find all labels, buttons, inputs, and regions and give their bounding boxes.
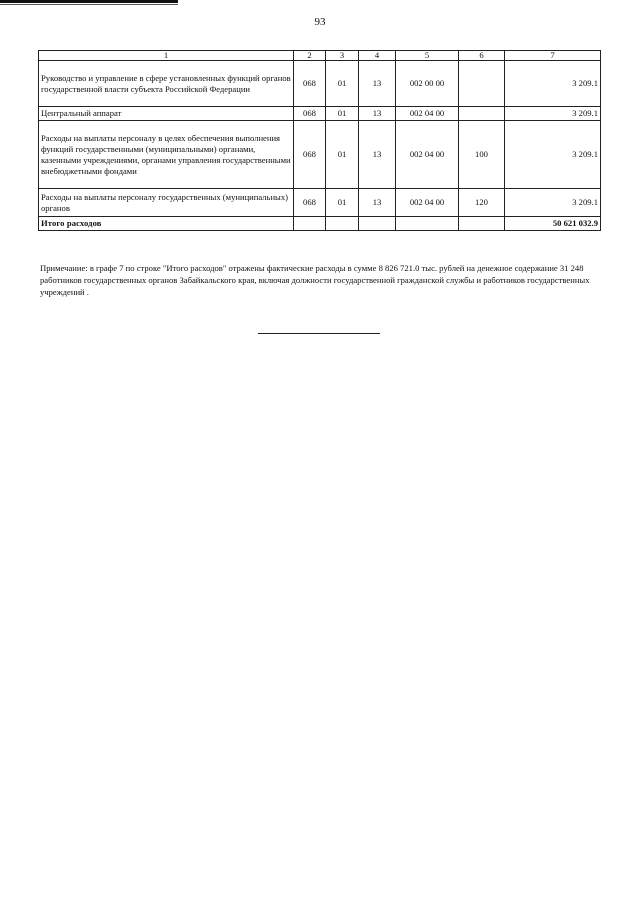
cell-ministry-code: 068 [294, 121, 326, 189]
cell-expense-type: 120 [459, 189, 505, 217]
end-separator-line [258, 333, 380, 334]
row-name: Руководство и управление в сфере установленных функций органов государственной власти субъекта Российской Федерации [39, 61, 294, 107]
cell-section: 01 [326, 61, 359, 107]
column-header-6: 6 [459, 51, 505, 61]
cell-section: 01 [326, 189, 359, 217]
cell-section: 01 [326, 121, 359, 189]
total-label: Итого расходов [39, 217, 294, 231]
column-header-5: 5 [396, 51, 459, 61]
cell-subsection: 13 [359, 107, 396, 121]
cell-target-article: 002 04 00 [396, 189, 459, 217]
cell-subsection: 13 [359, 121, 396, 189]
total-empty-cell [459, 217, 505, 231]
column-header-1: 1 [39, 51, 294, 61]
table-row [39, 61, 601, 107]
total-empty-cell [396, 217, 459, 231]
column-header-2: 2 [294, 51, 326, 61]
header-rule [0, 0, 178, 3]
expenditure-table [38, 50, 601, 231]
table-header-row [39, 51, 601, 61]
row-name: Расходы на выплаты персоналу государственных (муниципальных) органов [39, 189, 294, 217]
page-number: 93 [314, 16, 326, 28]
total-empty-cell [294, 217, 326, 231]
cell-amount: 3 209.1 [505, 61, 601, 107]
footnote: Примечание: в графе 7 по строке "Итого расходов" отражены фактические расходы в сумме 8 826 721.0 тыс. рублей на денежное содержание 31 248 работников государственных органов Забайкальского края, включая должности государственной гражданской службы и работников государственных учреждений . [40, 263, 590, 297]
header-rule-thin [0, 4, 178, 5]
total-empty-cell [326, 217, 359, 231]
cell-target-article: 002 04 00 [396, 121, 459, 189]
cell-expense-type [459, 107, 505, 121]
cell-expense-type [459, 61, 505, 107]
table-row [39, 107, 601, 121]
row-name: Центральный аппарат [39, 107, 294, 121]
cell-subsection: 13 [359, 189, 396, 217]
total-row [39, 217, 601, 231]
cell-ministry-code: 068 [294, 189, 326, 217]
column-header-3: 3 [326, 51, 359, 61]
cell-subsection: 13 [359, 61, 396, 107]
table-row [39, 121, 601, 189]
cell-ministry-code: 068 [294, 107, 326, 121]
column-header-7: 7 [505, 51, 601, 61]
cell-amount: 3 209.1 [505, 107, 601, 121]
total-empty-cell [359, 217, 396, 231]
column-header-4: 4 [359, 51, 396, 61]
table-row [39, 189, 601, 217]
total-amount: 50 621 032.9 [505, 217, 601, 231]
cell-target-article: 002 00 00 [396, 61, 459, 107]
row-name: Расходы на выплаты персоналу в целях обеспечения выполнения функций государственными (муниципальными) органами, казенными учреждениями, органами управления государственными внебюджетными фондами [39, 121, 294, 189]
cell-amount: 3 209.1 [505, 189, 601, 217]
cell-expense-type: 100 [459, 121, 505, 189]
cell-amount: 3 209.1 [505, 121, 601, 189]
cell-section: 01 [326, 107, 359, 121]
cell-ministry-code: 068 [294, 61, 326, 107]
cell-target-article: 002 04 00 [396, 107, 459, 121]
